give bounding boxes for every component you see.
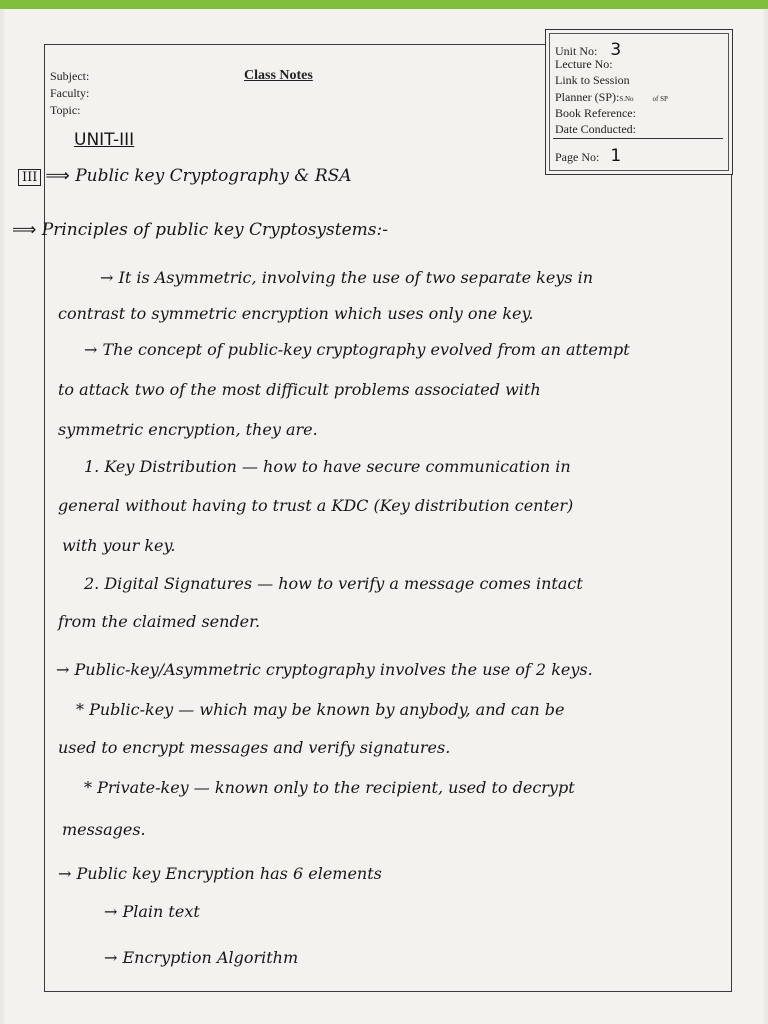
topic-label: Topic: xyxy=(50,103,81,117)
note-line-11: → Public-key/Asymmetric cryptography involves the use of 2 keys. xyxy=(56,660,593,679)
note-line-8: with your key. xyxy=(62,536,176,555)
note-line-15: messages. xyxy=(62,820,146,839)
faculty-label: Faculty: xyxy=(50,86,90,100)
note-line-4: to attack two of the most difficult problems associated with xyxy=(58,380,541,399)
planner-sno: S.No xyxy=(619,95,634,103)
note-line-7: general without having to trust a KDC (Key distribution center) xyxy=(58,496,574,515)
date-conducted-label: Date Conducted: xyxy=(555,122,636,136)
section-heading xyxy=(18,166,352,186)
book-reference-label: Book Reference: xyxy=(555,106,636,120)
planner-of-sp: of SP xyxy=(652,95,668,103)
note-line-18: → Encryption Algorithm xyxy=(104,948,299,967)
class-notes-title: Class Notes xyxy=(244,68,313,83)
planner-label: Planner (SP): xyxy=(555,90,620,104)
info-divider xyxy=(553,138,723,139)
page-no-label: Page No: xyxy=(555,150,600,164)
double-arrow-icon: ⟹ xyxy=(12,220,37,240)
section-number: III xyxy=(18,169,41,186)
note-line-6: 1. Key Distribution — how to have secure communication in xyxy=(84,457,571,476)
note-line-13: used to encrypt messages and verify signatures. xyxy=(58,738,451,757)
lecture-no-label: Lecture No: xyxy=(555,57,613,71)
page-border xyxy=(41,44,732,992)
subject-label: Subject: xyxy=(50,69,90,83)
arrow-icon: ⟹ xyxy=(45,166,70,186)
note-line-2: contrast to symmetric encryption which uses only one key. xyxy=(58,304,534,323)
note-line-5: symmetric encryption, they are. xyxy=(58,420,318,439)
principles-heading: Principles of public key Cryptosystems:- xyxy=(41,220,388,240)
unit-no-label: Unit No: xyxy=(555,44,598,58)
top-color-strip xyxy=(0,0,768,9)
principles-heading-row xyxy=(12,220,388,240)
note-line-1: → It is Asymmetric, involving the use of two separate keys in xyxy=(100,268,594,287)
note-line-10: from the claimed sender. xyxy=(58,612,261,631)
note-line-14: * Private-key — known only to the recipient, used to decrypt xyxy=(84,778,575,797)
planner-row xyxy=(555,90,668,105)
page-no-row xyxy=(555,146,621,166)
note-line-17: → Plain text xyxy=(104,902,200,921)
note-line-12: * Public-key — which may be known by anybody, and can be xyxy=(76,700,565,719)
page-no-value: 1 xyxy=(610,146,622,166)
note-line-9: 2. Digital Signatures — how to verify a message comes intact xyxy=(84,574,583,593)
section-title: Public key Cryptography & RSA xyxy=(75,166,352,186)
note-line-3: → The concept of public-key cryptography evolved from an attempt xyxy=(84,340,630,359)
page-header-fields xyxy=(50,68,89,119)
link-to-session-label: Link to Session xyxy=(555,73,630,87)
unit-no-value: 3 xyxy=(610,40,622,60)
note-line-16: → Public key Encryption has 6 elements xyxy=(58,864,382,883)
unit-heading: UNIT-III xyxy=(74,130,135,150)
